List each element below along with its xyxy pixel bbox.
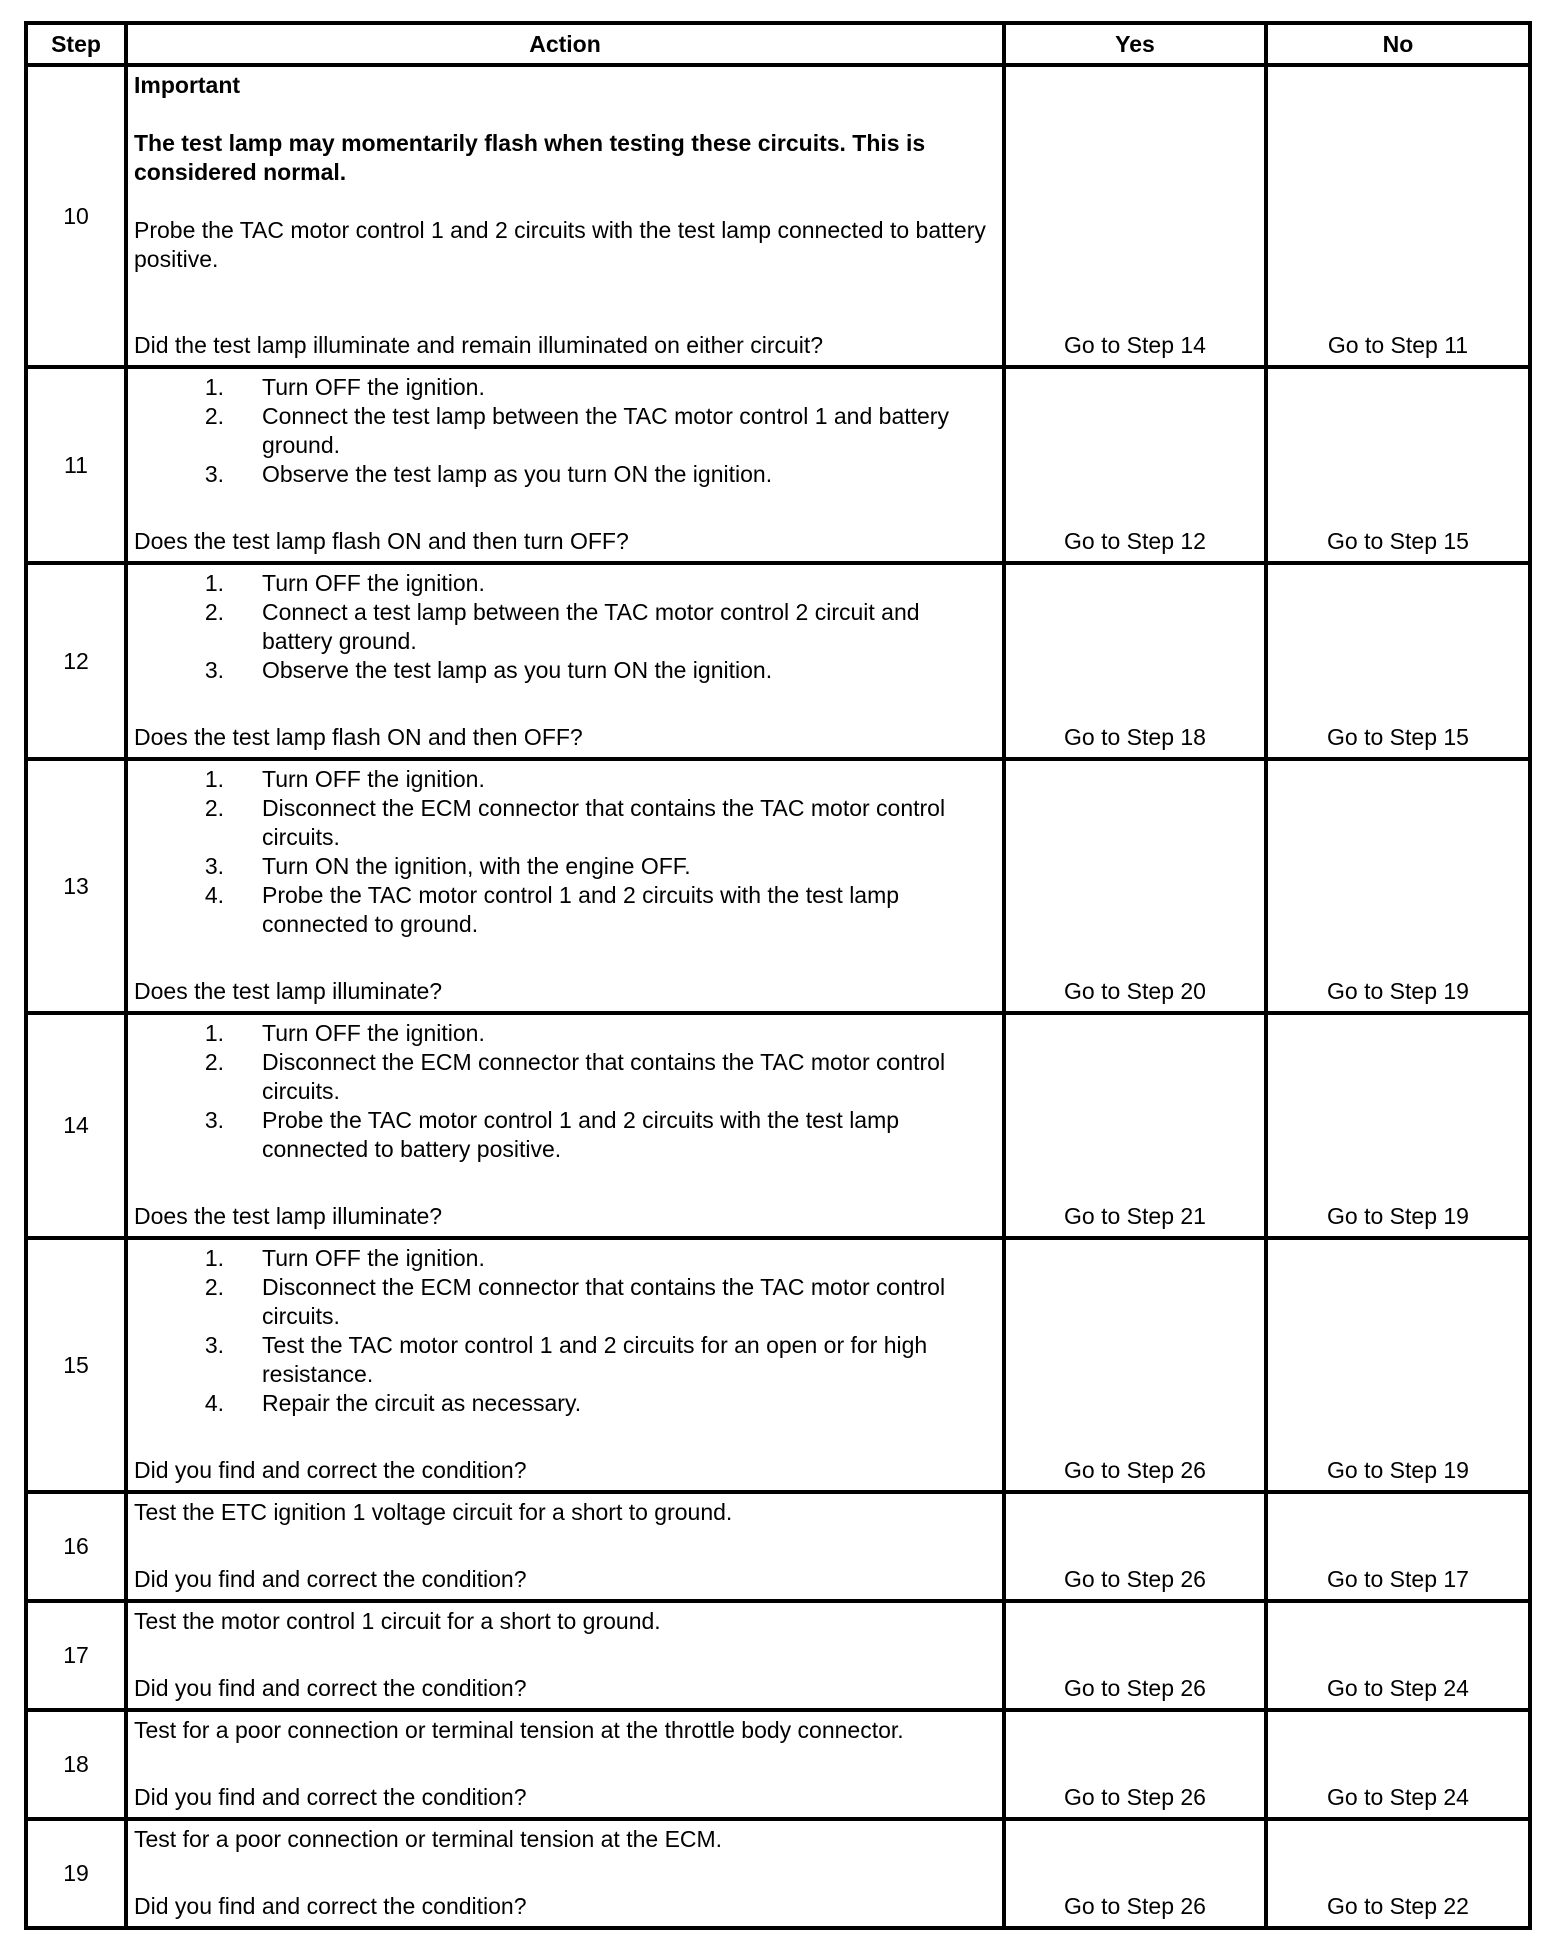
diagnostic-table	[24, 21, 1532, 1930]
yes-result: Go to Step 18	[1004, 563, 1266, 759]
action-text: Probe the TAC motor control 1 and 2 circuits with the test lamp connected to battery positive.	[134, 217, 986, 272]
no-result: Go to Step 22	[1266, 1819, 1530, 1928]
action-list	[134, 765, 996, 939]
table-row	[26, 1492, 1530, 1601]
table-row	[26, 1013, 1530, 1238]
list-item: 1. Turn OFF the ignition.	[204, 1020, 485, 1046]
yes-result: Go to Step 26	[1004, 1601, 1266, 1710]
no-result: Go to Step 19	[1266, 1238, 1530, 1492]
question: Does the test lamp flash ON and then OFF?	[134, 724, 583, 750]
table-row	[26, 367, 1530, 563]
action-cell	[126, 367, 1004, 563]
important-label: Important	[134, 72, 241, 98]
question: Did you find and correct the condition?	[134, 1566, 527, 1592]
action-text: Test the ETC ignition 1 voltage circuit for a short to ground.	[134, 1499, 733, 1525]
yes-result: Go to Step 26	[1004, 1238, 1266, 1492]
table-row	[26, 1710, 1530, 1819]
no-result: Go to Step 24	[1266, 1601, 1530, 1710]
list-item: 3. Observe the test lamp as you turn ON the ignition.	[204, 657, 773, 683]
step-number: 19	[26, 1819, 126, 1928]
table-row	[26, 1238, 1530, 1492]
yes-result: Go to Step 26	[1004, 1710, 1266, 1819]
list-item: 3. Observe the test lamp as you turn ON the ignition.	[204, 461, 773, 487]
action-list	[134, 1244, 996, 1418]
list-item: 2. Disconnect the ECM connector that contains the TAC motor control circuits.	[204, 1049, 946, 1104]
header-action: Action	[126, 23, 1004, 65]
step-number: 15	[26, 1238, 126, 1492]
list-item: 1. Turn OFF the ignition.	[204, 766, 485, 792]
list-item: 3. Probe the TAC motor control 1 and 2 circuits with the test lamp connected to battery positive.	[204, 1107, 900, 1162]
table-row	[26, 1819, 1530, 1928]
action-text: Test the motor control 1 circuit for a short to ground.	[134, 1608, 661, 1634]
yes-result: Go to Step 12	[1004, 367, 1266, 563]
question: Does the test lamp illuminate?	[134, 1203, 443, 1229]
yes-result: Go to Step 14	[1004, 65, 1266, 367]
step-number: 16	[26, 1492, 126, 1601]
yes-result: Go to Step 26	[1004, 1819, 1266, 1928]
action-cell	[126, 563, 1004, 759]
step-number: 13	[26, 759, 126, 1013]
no-result: Go to Step 15	[1266, 563, 1530, 759]
header-step: Step	[26, 23, 126, 65]
list-item: 4. Repair the circuit as necessary.	[204, 1390, 582, 1416]
yes-result: Go to Step 26	[1004, 1492, 1266, 1601]
list-item: 2. Connect the test lamp between the TAC motor control 1 and battery ground.	[204, 403, 949, 458]
list-item: 1. Turn OFF the ignition.	[204, 374, 485, 400]
table-row	[26, 759, 1530, 1013]
list-item: 1. Turn OFF the ignition.	[204, 1245, 485, 1271]
action-list	[134, 569, 996, 685]
table-row	[26, 563, 1530, 759]
no-result: Go to Step 24	[1266, 1710, 1530, 1819]
list-item: 3. Turn ON the ignition, with the engine OFF.	[204, 853, 691, 879]
no-result: Go to Step 19	[1266, 1013, 1530, 1238]
list-item: 2. Connect a test lamp between the TAC motor control 2 circuit and battery ground.	[204, 599, 920, 654]
step-number: 11	[26, 367, 126, 563]
no-result: Go to Step 17	[1266, 1492, 1530, 1601]
header-no: No	[1266, 23, 1530, 65]
question: Does the test lamp flash ON and then turn OFF?	[134, 528, 629, 554]
question: Did you find and correct the condition?	[134, 1893, 527, 1919]
step-number: 10	[26, 65, 126, 367]
table-row	[26, 65, 1530, 367]
question: Did the test lamp illuminate and remain illuminated on either circuit?	[134, 332, 824, 358]
action-list	[134, 1019, 996, 1164]
list-item: 4. Probe the TAC motor control 1 and 2 circuits with the test lamp connected to ground.	[204, 882, 900, 937]
header-yes: Yes	[1004, 23, 1266, 65]
no-result: Go to Step 15	[1266, 367, 1530, 563]
question: Did you find and correct the condition?	[134, 1457, 527, 1483]
question: Did you find and correct the condition?	[134, 1675, 527, 1701]
action-cell	[126, 65, 1004, 367]
list-item: 3. Test the TAC motor control 1 and 2 circuits for an open or for high resistance.	[204, 1332, 928, 1387]
list-item: 2. Disconnect the ECM connector that contains the TAC motor control circuits.	[204, 1274, 946, 1329]
step-number: 12	[26, 563, 126, 759]
step-number: 14	[26, 1013, 126, 1238]
action-cell	[126, 1819, 1004, 1928]
important-note: The test lamp may momentarily flash when testing these circuits. This is considered normal.	[134, 130, 926, 185]
action-cell	[126, 1238, 1004, 1492]
action-cell	[126, 1601, 1004, 1710]
list-item: 1. Turn OFF the ignition.	[204, 570, 485, 596]
action-cell	[126, 1710, 1004, 1819]
action-text: Test for a poor connection or terminal tension at the throttle body connector.	[134, 1717, 904, 1743]
step-number: 18	[26, 1710, 126, 1819]
action-list	[134, 373, 996, 489]
action-text: Test for a poor connection or terminal tension at the ECM.	[134, 1826, 723, 1852]
header-row	[26, 23, 1530, 65]
action-cell	[126, 759, 1004, 1013]
action-cell	[126, 1013, 1004, 1238]
action-cell	[126, 1492, 1004, 1601]
question: Does the test lamp illuminate?	[134, 978, 443, 1004]
yes-result: Go to Step 21	[1004, 1013, 1266, 1238]
no-result: Go to Step 19	[1266, 759, 1530, 1013]
question: Did you find and correct the condition?	[134, 1784, 527, 1810]
yes-result: Go to Step 20	[1004, 759, 1266, 1013]
list-item: 2. Disconnect the ECM connector that contains the TAC motor control circuits.	[204, 795, 946, 850]
table-row	[26, 1601, 1530, 1710]
no-result: Go to Step 11	[1266, 65, 1530, 367]
step-number: 17	[26, 1601, 126, 1710]
